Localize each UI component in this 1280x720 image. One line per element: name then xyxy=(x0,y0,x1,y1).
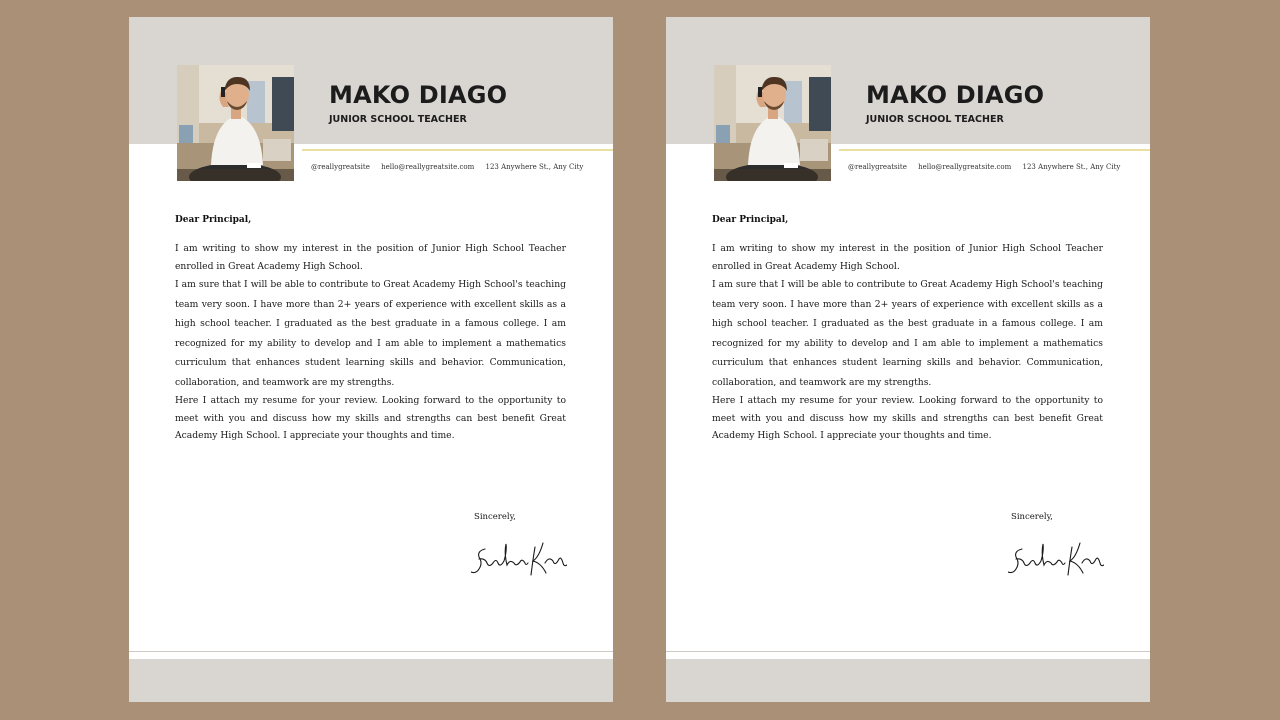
footer-band xyxy=(129,659,613,702)
letter-page-right xyxy=(666,17,1150,702)
body-paragraph: I am sure that I will be able to contribute to Great Academy High School's teaching team very soon. I have more than 2+ years of experience with excellent skills as a high school teacher. I graduated as the best graduate in a famous college. I am recognized for my ability to develop and I am able to implement a mathematics curriculum that enhances student learning skills and behavior. Communication, collaboration, and teamwork are my strengths. xyxy=(712,279,1103,388)
street-address: 123 Anywhere St., Any City xyxy=(485,163,584,171)
body-paragraph: Here I attach my resume for your review. Looking forward to the opportunity to meet with you and discuss how my skills and strengths can best benefit Great Academy High School. I appreciate your thoughts and time. xyxy=(712,395,1103,441)
greeting: Dear Principal, xyxy=(712,215,789,225)
closing: Sincerely, xyxy=(474,512,516,522)
social-handle: @reallygreatsite xyxy=(848,163,907,171)
street-address: 123 Anywhere St., Any City xyxy=(1022,163,1121,171)
contact-bar xyxy=(311,163,592,171)
footer-band xyxy=(666,659,1150,702)
greeting: Dear Principal, xyxy=(175,215,252,225)
job-title: JUNIOR SCHOOL TEACHER xyxy=(866,114,1004,125)
social-handle: @reallygreatsite xyxy=(311,163,370,171)
signature xyxy=(471,541,567,581)
body-paragraph: I am sure that I will be able to contribute to Great Academy High School's teaching team very soon. I have more than 2+ years of experience with excellent skills as a high school teacher. I graduated as the best graduate in a famous college. I am recognized for my ability to develop and I am able to implement a mathematics curriculum that enhances student learning skills and behavior. Communication, collaboration, and teamwork are my strengths. xyxy=(175,279,566,388)
letter-page-left xyxy=(129,17,613,702)
body-paragraph: I am writing to show my interest in the position of Junior High School Teacher enrolled in Great Academy High School. xyxy=(175,243,566,272)
accent-line xyxy=(302,149,613,151)
signature xyxy=(1008,541,1104,581)
closing: Sincerely, xyxy=(1011,512,1053,522)
accent-line xyxy=(839,149,1150,151)
profile-photo xyxy=(714,65,831,181)
profile-photo xyxy=(177,65,294,181)
footer-divider xyxy=(129,651,613,652)
email-address: hello@reallygreatsite.com xyxy=(381,163,475,171)
email-address: hello@reallygreatsite.com xyxy=(918,163,1012,171)
body-paragraph: Here I attach my resume for your review. Looking forward to the opportunity to meet with you and discuss how my skills and strengths can best benefit Great Academy High School. I appreciate your thoughts and time. xyxy=(175,395,566,441)
job-title: JUNIOR SCHOOL TEACHER xyxy=(329,114,467,125)
applicant-name: MAKO DIAGO xyxy=(866,81,1045,109)
body-paragraph: I am writing to show my interest in the position of Junior High School Teacher enrolled in Great Academy High School. xyxy=(712,243,1103,272)
contact-bar xyxy=(848,163,1129,171)
applicant-name: MAKO DIAGO xyxy=(329,81,508,109)
footer-divider xyxy=(666,651,1150,652)
letter-body xyxy=(712,240,1103,445)
letter-body xyxy=(175,240,566,445)
